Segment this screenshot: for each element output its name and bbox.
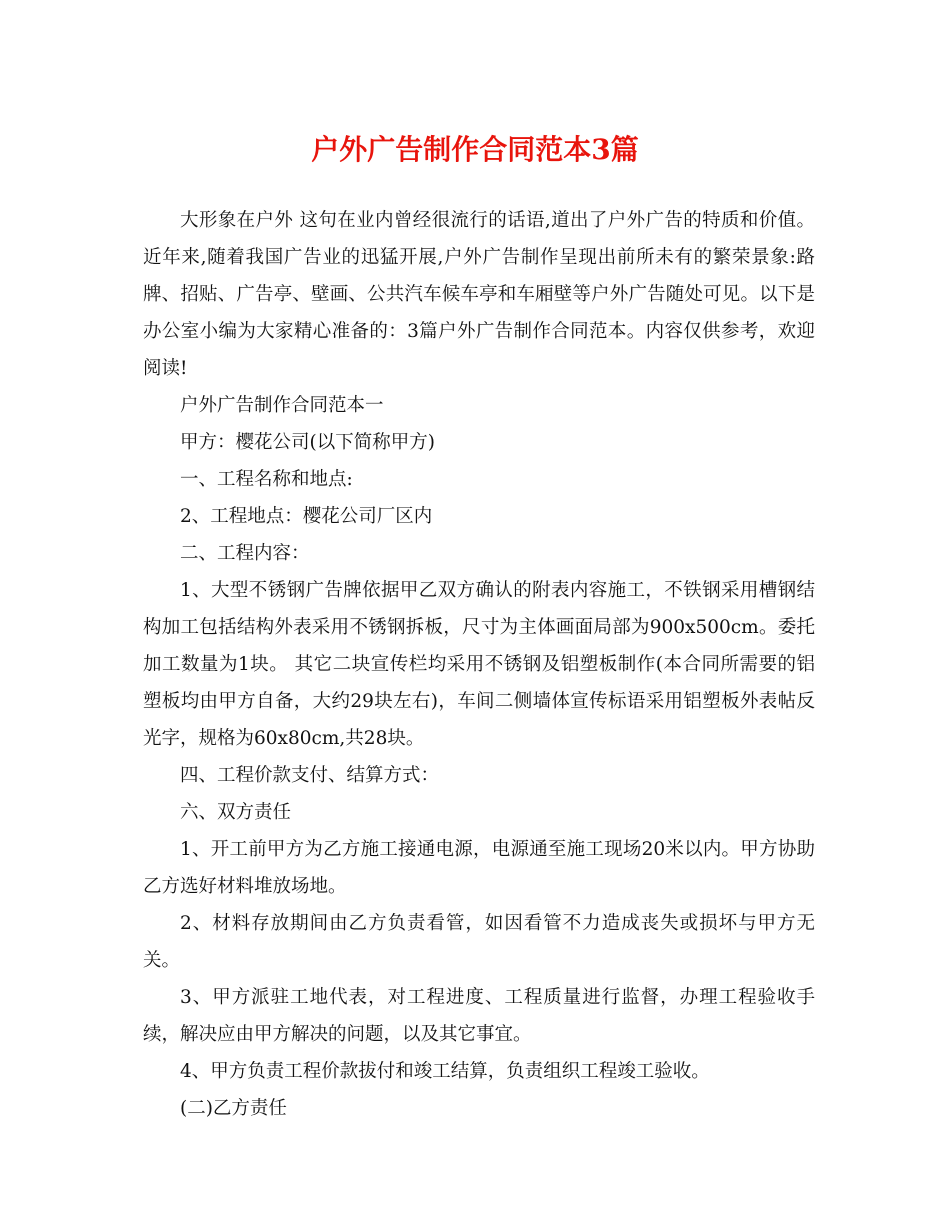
document-title: 户外广告制作合同范本3篇 (311, 133, 639, 166)
project-content-paragraph: 1、大型不锈钢广告牌依据甲乙双方确认的附表内容施工，不铁钢采用槽钢结构加工包括结构外表采用不锈钢拆板，尺寸为主体画面局部为900x500cm。委托加工数量为1块。 其它二块宣传栏均采用不锈钢及铝塑板制作(本合同所需要的铝塑板均由甲方自备，大约29块左右)，车间二侧墙体宣传标语采用铝塑板外表帖反光字，规格为60x80cm,共28块。 (143, 580, 815, 749)
project-location-line: 2、工程地点：樱花公司厂区内 (180, 506, 433, 527)
section-payment-settlement: 四、工程价款支付、结算方式： (180, 765, 440, 786)
responsibility-item-4: 4、甲方负责工程价款拔付和竣工结算，负责组织工程竣工验收。 (180, 1061, 710, 1082)
section-party-b-responsibility: (二)乙方责任 (180, 1098, 287, 1119)
section-mutual-responsibility: 六、双方责任 (180, 802, 292, 823)
document-body (143, 202, 815, 1127)
responsibility-item-2: 2、材料存放期间由乙方负责看管，如因看管不力造成丧失或损坏与甲方无关。 (143, 913, 815, 971)
responsibility-item-3: 3、甲方派驻工地代表，对工程进度、工程质量进行监督，办理工程验收手续，解决应由甲方解决的问题，以及其它事宜。 (143, 987, 815, 1045)
intro-paragraph: 大形象在户外 这句在业内曾经很流行的话语,道出了户外广告的特质和价值。近年来,随着我国广告业的迅猛开展,户外广告制作呈现出前所未有的繁荣景象:路牌、招贴、广告亭、壁画、公共汽车候车亭和车厢壁等户外广告随处可见。以下是办公室小编为大家精心准备的：3篇户外广告制作合同范本。内容仅供参考，欢迎阅读! (143, 210, 815, 379)
responsibility-item-1: 1、开工前甲方为乙方施工接通电源，电源通至施工现场20米以内。甲方协助乙方选好材料堆放场地。 (143, 839, 815, 897)
section-project-content: 二、工程内容： (180, 543, 310, 564)
section-heading-contract-one: 户外广告制作合同范本一 (180, 395, 384, 416)
party-a-line: 甲方：樱花公司(以下简称甲方) (180, 432, 435, 453)
section-project-name-location: 一、工程名称和地点: (180, 469, 353, 490)
